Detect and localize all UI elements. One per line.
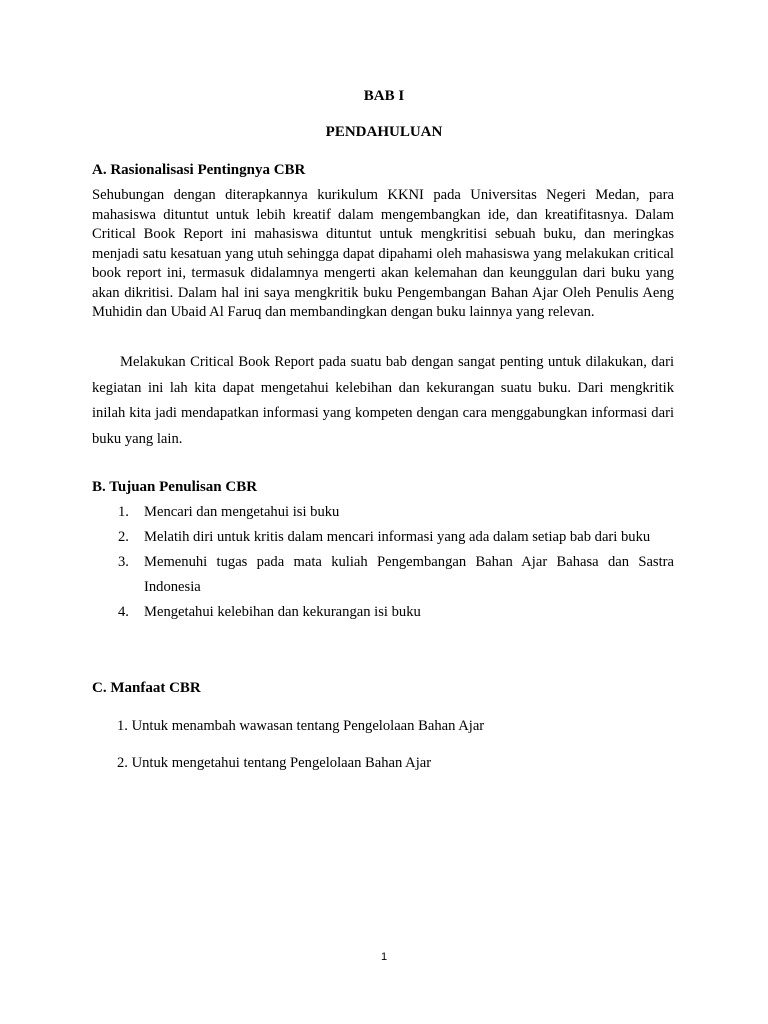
section-b-heading: B. Tujuan Penulisan CBR bbox=[92, 479, 258, 495]
chapter-number: BAB I bbox=[363, 88, 405, 104]
section-a-paragraph-2: Melakukan Critical Book Report pada suatu bab dengan sangat penting untuk dilakukan, dari kegiatan ini lah kita dapat mengetahui kelebihan dan kekurangan suatu buku. Dari mengkritik inilah kita jadi mendapatkan informasi yang kompeten dengan cara menggabungkan informasi dari buku yang lain. bbox=[92, 354, 674, 447]
objective-text: Melatih diri untuk kritis dalam mencari informasi yang ada dalam setiap bab dari buku bbox=[144, 529, 651, 545]
benefit-item: 2. Untuk mengetahui tentang Pengelolaan Bahan Ajar bbox=[117, 755, 432, 771]
objective-number: 2. bbox=[118, 529, 129, 545]
objective-item bbox=[118, 550, 674, 600]
chapter-title: PENDAHULUAN bbox=[325, 124, 443, 140]
page-number: 1 bbox=[380, 951, 388, 963]
objective-item bbox=[118, 500, 674, 525]
objective-number: 4. bbox=[118, 604, 129, 620]
objective-number: 1. bbox=[118, 504, 129, 520]
objective-text: Mencari dan mengetahui isi buku bbox=[144, 504, 340, 520]
objective-text: Mengetahui kelebihan dan kekurangan isi buku bbox=[144, 604, 421, 620]
objective-text: Memenuhi tugas pada mata kuliah Pengembangan Bahan Ajar Bahasa dan Sastra Indonesia bbox=[144, 554, 674, 595]
objective-number: 3. bbox=[118, 554, 129, 570]
objectives-list bbox=[118, 500, 674, 625]
benefit-item: 1. Untuk menambah wawasan tentang Pengelolaan Bahan Ajar bbox=[117, 718, 485, 734]
section-c-heading: C. Manfaat CBR bbox=[92, 680, 201, 696]
objective-item bbox=[118, 600, 674, 625]
section-a-heading: A. Rasionalisasi Pentingnya CBR bbox=[92, 162, 306, 178]
section-a-paragraph-1: Sehubungan dengan diterapkannya kurikulum KKNI pada Universitas Negeri Medan, para mahasiswa dituntut untuk lebih kreatif dalam mengembangkan ide, dan kreatifitasnya. Dalam Critical Book Report ini mahasiswa dituntut untuk mengkritisi sebuah buku, dan meringkas menjadi satu kesatuan yang utuh sehingga dapat dipahami oleh mahasiswa yang melakukan critical book report ini, termasuk didalamnya mengerti akan kelemahan dan keunggulan dari buku yang akan dikritisi. Dalam hal ini saya mengkritik buku Pengembangan Bahan Ajar Oleh Penulis Aeng Muhidin dan Ubaid Al Faruq dan membandingkan dengan buku lainnya yang relevan. bbox=[92, 187, 674, 320]
objective-item bbox=[118, 525, 674, 550]
